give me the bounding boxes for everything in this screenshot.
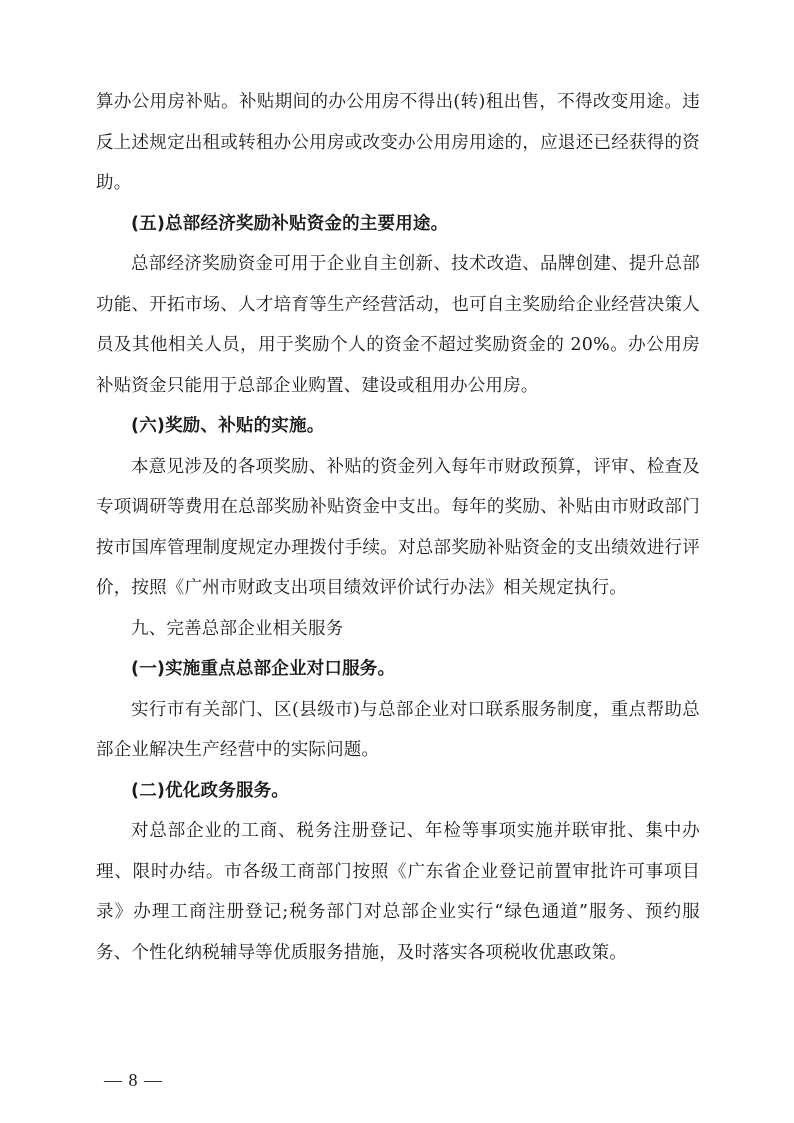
paragraph-implementation: 本意见涉及的各项奖励、补贴的资金列入每年市财政预算，评审、检查及专项调研等费用在总部奖励补贴资金中支出。每年的奖励、补贴由市财政部门按市国库管理制度规定办理拨付手续。对总部奖励补贴资金的支出绩效进行评价，按照《广州市财政支出项目绩效评价试行办法》相关规定执行。 <box>96 456 700 598</box>
paragraph-subsidy-restriction: 算办公用房补贴。补贴期间的办公用房不得出(转)租出售，不得改变用途。违反上述规定出租或转租办公用房或改变办公用房用途的，应退还已经获得的资助。 <box>96 92 700 193</box>
page-number: — 8 — <box>104 1070 163 1090</box>
paragraph-government-service: 对总部企业的工商、税务注册登记、年检等事项实施并联审批、集中办理、限时办结。市各级工商部门按照《广东省企业登记前置审批许可事项目录》办理工商注册登记;税务部门对总部企业实行“绿色通道”服务、预约服务、个性化纳税辅导等优质服务措施，及时落实各项税收优惠政策。 <box>96 821 700 963</box>
paragraph-counterpart-service: 实行市有关部门、区(县级市)与总部企业对口联系服务制度，重点帮助总部企业解决生产经营中的实际问题。 <box>96 699 700 760</box>
heading-government-service: (二)优化政务服务。 <box>131 780 289 801</box>
heading-implementation: (六)奖励、补贴的实施。 <box>131 416 325 436</box>
section-heading-services: 九、完善总部企业相关服务 <box>131 618 344 639</box>
heading-fund-usage: (五)总部经济奖励补贴资金的主要用途。 <box>131 213 449 234</box>
paragraph-fund-usage: 总部经济奖励资金可用于企业自主创新、技术改造、品牌创建、提升总部功能、开拓市场、人才培育等生产经营活动，也可自主奖励给企业经营决策人员及其他相关人员，用于奖励个人的资金不超过奖励资金的 20%。办公用房补贴资金只能用于总部企业购置、建设或租用办公用房。 <box>96 254 700 396</box>
heading-counterpart-service: (一)实施重点总部企业对口服务。 <box>131 659 396 679</box>
document-body <box>96 82 700 973</box>
